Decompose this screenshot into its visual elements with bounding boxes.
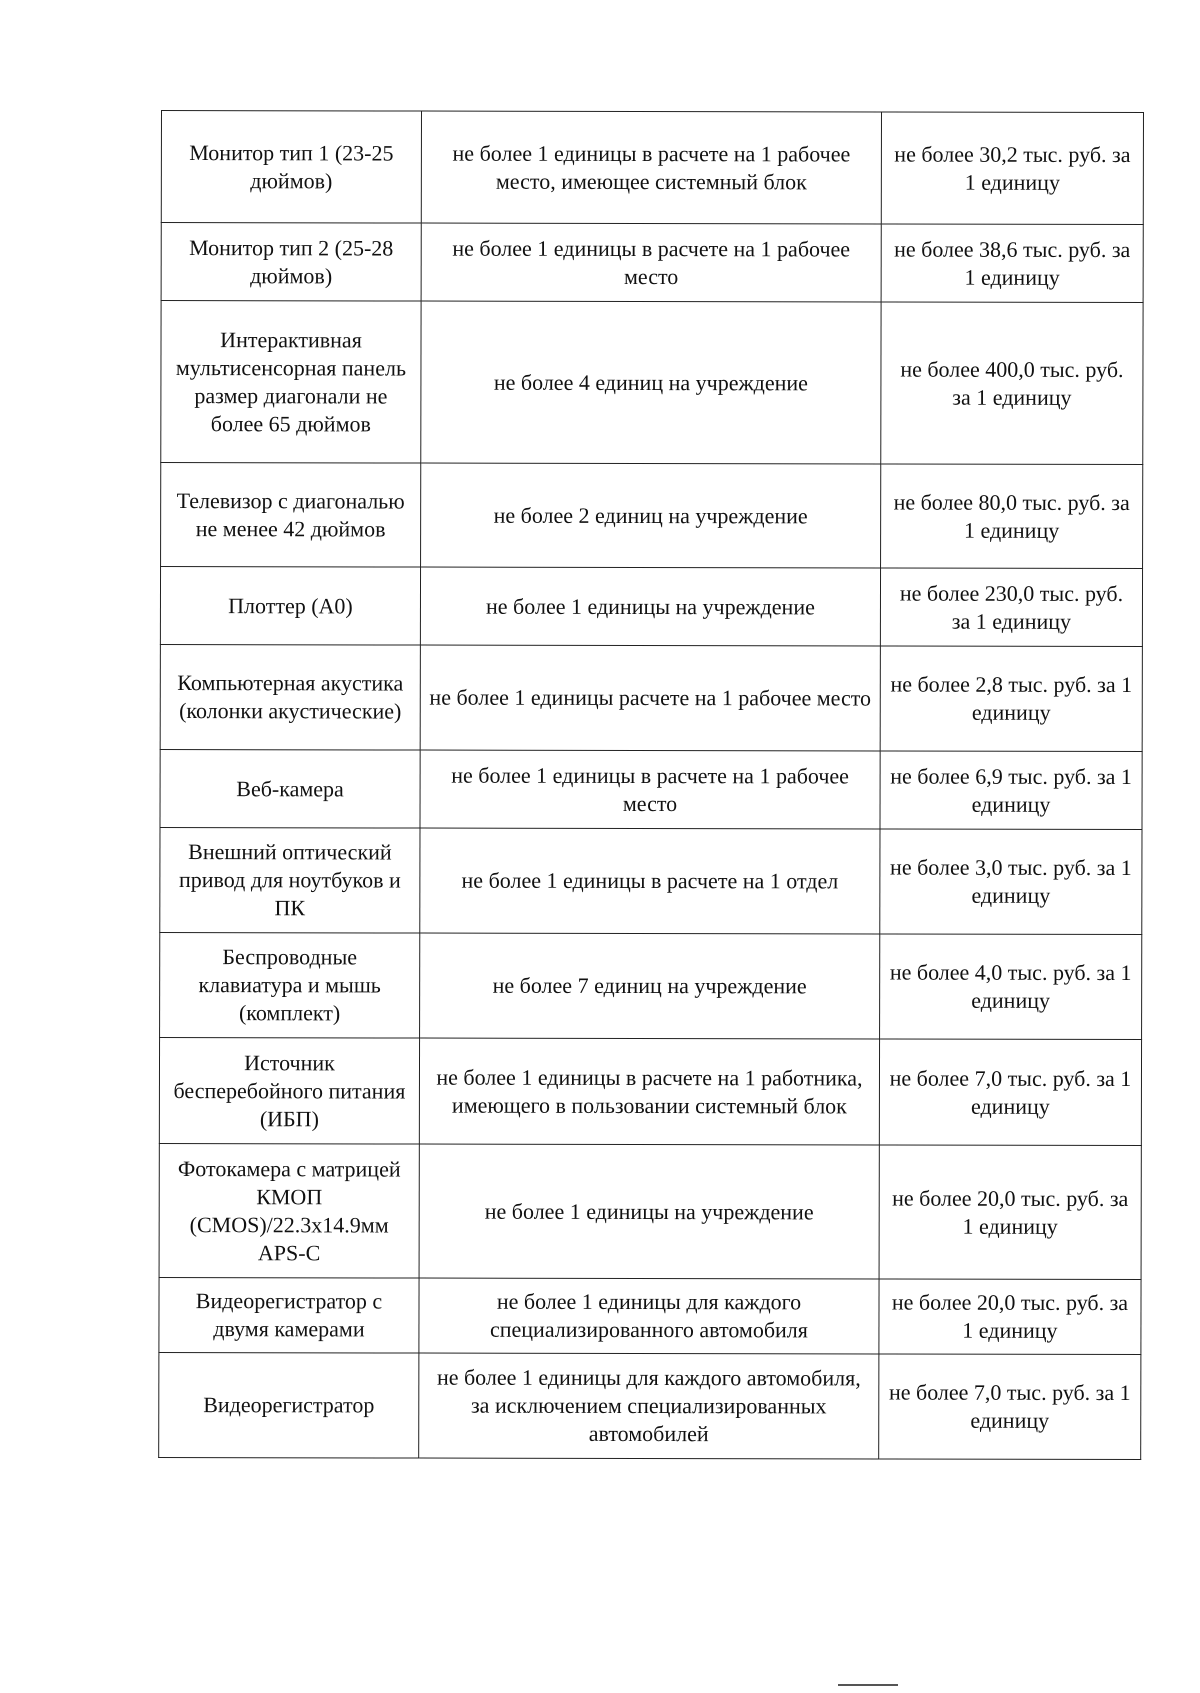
table-row (160, 749, 1142, 829)
quantity-cell: не более 1 единицы на учреждение (419, 1144, 879, 1279)
price-cell: не более 7,0 тыс. руб. за 1 единицу (879, 1039, 1141, 1146)
quantity-cell: не более 4 единиц на учреждение (421, 301, 881, 464)
table-row (161, 223, 1143, 303)
item-cell: Компьютерная акустика (колонки акустические) (160, 644, 420, 750)
table-row (160, 827, 1142, 934)
table-row (161, 301, 1143, 465)
price-cell: не более 20,0 тыс. руб. за 1 единицу (879, 1145, 1141, 1280)
item-cell: Интерактивная мультисенсорная панель размер диагонали не более 65 дюймов (161, 301, 421, 464)
price-cell: не более 2,8 тыс. руб. за 1 единицу (880, 646, 1142, 752)
quantity-cell: не более 1 единицы для каждого автомобиля, за исключением специализированных автомобилей (419, 1353, 879, 1459)
table-row (159, 1352, 1141, 1459)
quantity-cell: не более 1 единицы в расчете на 1 отдел (420, 828, 880, 934)
table-row (161, 111, 1143, 225)
table-row (161, 463, 1143, 569)
quantity-cell: не более 2 единиц на учреждение (421, 463, 881, 568)
item-cell: Плоттер (А0) (160, 567, 420, 646)
item-cell: Веб-камера (160, 749, 420, 828)
quantity-cell: не более 1 единицы для каждого специализированного автомобиля (419, 1278, 879, 1354)
table-row (160, 567, 1142, 647)
table-row (160, 932, 1142, 1039)
price-cell: не более 7,0 тыс. руб. за 1 единицу (879, 1354, 1141, 1460)
quantity-cell: не более 1 единицы расчете на 1 рабочее место (420, 645, 880, 751)
price-cell: не более 230,0 тыс. руб. за 1 единицу (880, 568, 1142, 647)
quantity-cell: не более 1 единицы на учреждение (420, 567, 880, 646)
item-cell: Беспроводные клавиатура и мышь (комплект) (160, 932, 420, 1038)
item-cell: Внешний оптический привод для ноутбуков и ПК (160, 827, 420, 933)
item-cell: Видеорегистратор (159, 1352, 419, 1458)
price-cell: не более 80,0 тыс. руб. за 1 единицу (881, 464, 1143, 569)
quantity-cell: не более 1 единицы в расчете на 1 рабочее место, имеющее системный блок (421, 111, 881, 224)
quantity-cell: не более 1 единицы в расчете на 1 рабочее место (420, 750, 880, 829)
price-cell: не более 6,9 тыс. руб. за 1 единицу (880, 751, 1142, 830)
item-cell: Видеорегистратор с двумя камерами (159, 1277, 419, 1353)
quantity-cell: не более 7 единиц на учреждение (420, 933, 880, 1039)
item-cell: Фотокамера с матрицей КМОП (CMOS)/22.3x14.9мм APS-C (159, 1143, 419, 1278)
price-cell: не более 38,6 тыс. руб. за 1 единицу (881, 224, 1143, 303)
item-cell: Монитор тип 2 (25-28 дюймов) (161, 223, 421, 302)
item-cell: Монитор тип 1 (23-25 дюймов) (161, 111, 421, 224)
scan-artifact-line (838, 1684, 898, 1686)
item-cell: Источник бесперебойного питания (ИБП) (159, 1037, 419, 1144)
price-cell: не более 20,0 тыс. руб. за 1 единицу (879, 1279, 1141, 1355)
price-cell: не более 4,0 тыс. руб. за 1 единицу (880, 934, 1142, 1040)
price-cell: не более 30,2 тыс. руб. за 1 единицу (881, 112, 1143, 225)
quantity-cell: не более 1 единицы в расчете на 1 работника, имеющего в пользовании системный блок (419, 1038, 879, 1145)
table-row (159, 1143, 1141, 1279)
price-cell: не более 3,0 тыс. руб. за 1 единицу (880, 829, 1142, 935)
price-cell: не более 400,0 тыс. руб. за 1 единицу (881, 302, 1143, 465)
table-row (159, 1037, 1141, 1145)
table-row (159, 1277, 1141, 1354)
item-cell: Телевизор с диагональю не менее 42 дюймов (161, 463, 421, 568)
table-row (160, 644, 1142, 751)
quantity-cell: не более 1 единицы в расчете на 1 рабочее место (421, 223, 881, 302)
equipment-norms-table (158, 110, 1144, 1460)
